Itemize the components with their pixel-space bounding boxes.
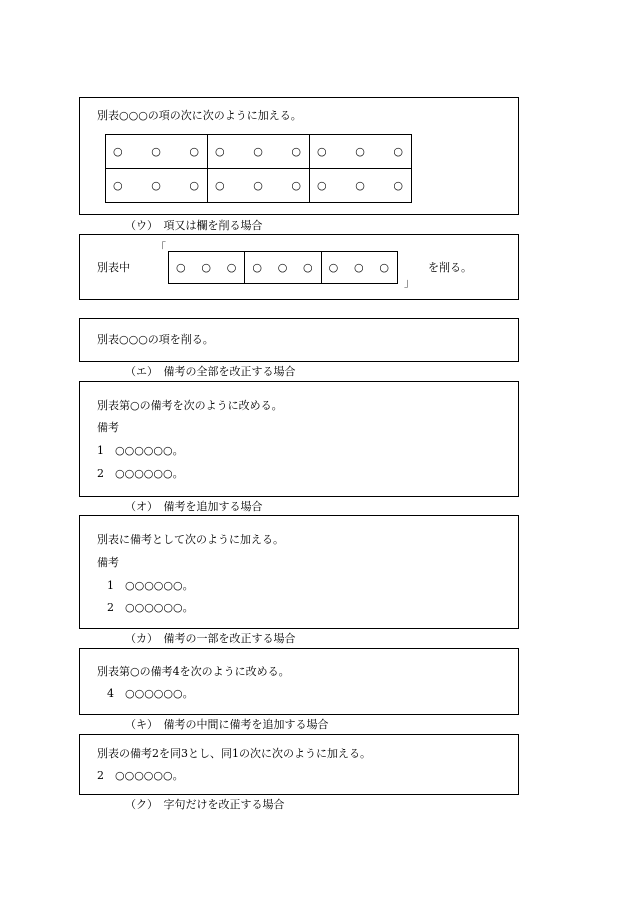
- section-heading-e: （エ） 備考の全部を改正する場合: [125, 365, 296, 378]
- section-heading-ku: （ク） 字句だけを改正する場合: [125, 798, 285, 811]
- example-box-delete-item: [79, 318, 519, 362]
- circle-mark: ○: [113, 179, 123, 192]
- instruction-text: 別表○○○の項を削る。: [97, 333, 214, 346]
- section-heading-u: （ウ） 項又は欄を削る場合: [125, 219, 263, 232]
- circle-mark: ○: [277, 261, 288, 274]
- circle-mark: ○: [355, 179, 365, 192]
- circle-mark: ○: [113, 145, 123, 158]
- instruction-prefix: 別表中: [97, 261, 130, 274]
- table-cell: [310, 135, 412, 169]
- section-heading-ka: （カ） 備考の一部を改正する場合: [125, 632, 296, 645]
- instruction-text: 別表○○○の項の次に次のように加える。: [97, 109, 302, 122]
- remark-item: 2 ○○○○○○。: [97, 769, 184, 782]
- circle-mark: ○: [253, 179, 263, 192]
- open-quote: 「: [155, 241, 166, 254]
- circle-mark: ○: [317, 145, 327, 158]
- example-box-revise-part: [79, 648, 519, 715]
- circle-mark: ○: [303, 261, 313, 274]
- instruction-text: 別表の備考2を同3とし、同1の次に次のように加える。: [97, 747, 371, 760]
- circle-mark: ○: [393, 179, 403, 192]
- sample-row-table: [168, 251, 398, 284]
- instruction-text: 別表第○の備考4を次のように改める。: [97, 665, 290, 678]
- circle-mark: ○: [226, 261, 237, 274]
- example-box-add-item: [79, 97, 519, 215]
- section-heading-ki: （キ） 備考の中間に備考を追加する場合: [125, 718, 329, 731]
- circle-mark: ○: [253, 145, 263, 158]
- remark-item: 4 ○○○○○○。: [107, 687, 194, 700]
- table-cell: [208, 169, 310, 203]
- example-box-delete-cell: [79, 234, 519, 300]
- sample-table: [105, 134, 412, 203]
- circle-mark: ○: [215, 145, 225, 158]
- table-cell: [245, 252, 321, 284]
- instruction-suffix: を削る。: [428, 261, 472, 274]
- remarks-label: 備考: [97, 556, 119, 569]
- instruction-text: 別表第○の備考を次のように改める。: [97, 399, 283, 412]
- remark-item: 2 ○○○○○○。: [107, 601, 194, 614]
- example-box-insert-middle: [79, 734, 519, 795]
- circle-mark: ○: [151, 179, 161, 192]
- instruction-text: 別表に備考として次のように加える。: [97, 533, 284, 546]
- circle-mark: ○: [201, 261, 211, 274]
- example-box-revise-all: [79, 381, 519, 497]
- close-quote: 」: [404, 276, 415, 289]
- table-cell: [106, 169, 208, 203]
- circle-mark: ○: [252, 261, 262, 274]
- circle-mark: ○: [215, 179, 225, 192]
- table-cell: [106, 135, 208, 169]
- circle-mark: ○: [151, 145, 161, 158]
- remark-item: 1 ○○○○○○。: [107, 579, 194, 592]
- table-cell: [310, 169, 412, 203]
- circle-mark: ○: [189, 179, 199, 192]
- circle-mark: ○: [355, 145, 365, 158]
- circle-mark: ○: [354, 261, 364, 274]
- circle-mark: ○: [291, 179, 301, 192]
- example-box-add-remarks: [79, 515, 519, 629]
- section-heading-o: （オ） 備考を追加する場合: [125, 500, 263, 513]
- remark-item: 1 ○○○○○○。: [97, 444, 184, 457]
- table-cell: [321, 252, 397, 284]
- circle-mark: ○: [328, 261, 339, 274]
- circle-mark: ○: [189, 145, 199, 158]
- circle-mark: ○: [317, 179, 327, 192]
- circle-mark: ○: [379, 261, 389, 274]
- remarks-label: 備考: [97, 421, 119, 434]
- table-cell: [208, 135, 310, 169]
- circle-mark: ○: [291, 145, 301, 158]
- circle-mark: ○: [176, 261, 186, 274]
- circle-mark: ○: [393, 145, 403, 158]
- remark-item: 2 ○○○○○○。: [97, 467, 184, 480]
- table-cell: [169, 252, 245, 284]
